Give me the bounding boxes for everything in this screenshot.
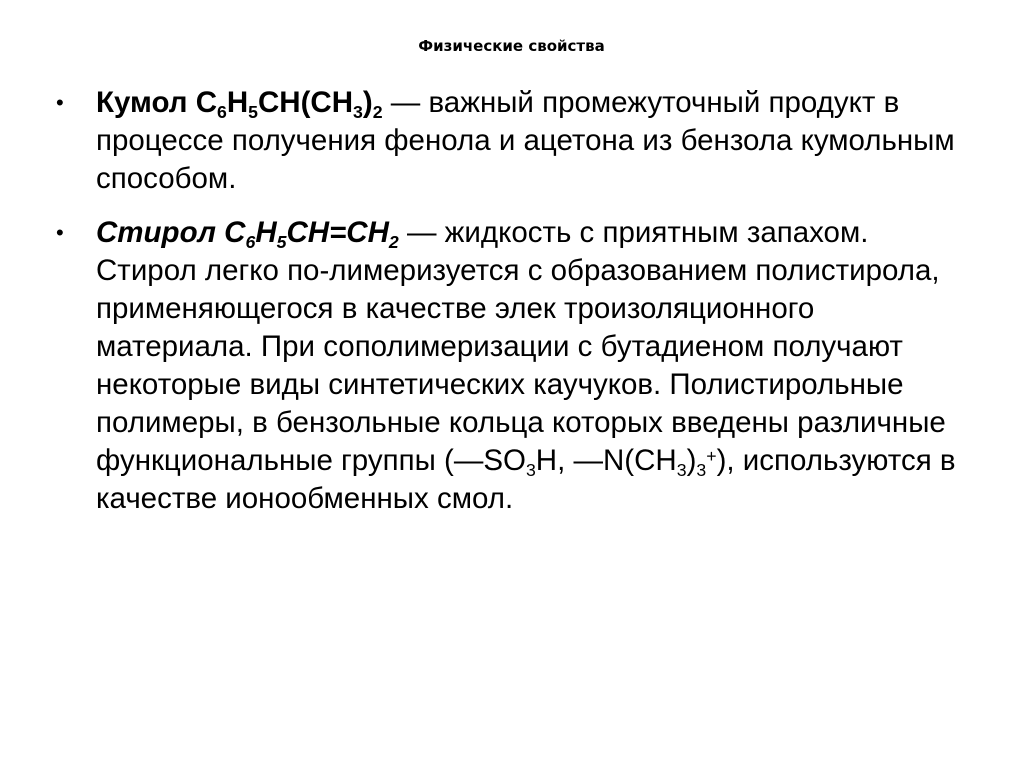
slide-title: Физические свойства: [418, 37, 605, 55]
bullet-item-styrene: [56, 214, 976, 518]
bullet-dot-icon: •: [56, 90, 64, 115]
description: — жидкость с приятным запахом. Стирол легко по-лимеризуется с образованием полистирола, применяющегося в качестве элек троизоляционного материала. При сополимеризации с бутадиеном получают некоторые виды синтетических каучуков. Полистирольные полимеры, в бензольные кольца которых введены различные функциональные группы (: [96, 216, 946, 477]
compound-name: Кумол: [96, 86, 188, 119]
bullet-dot-icon: •: [56, 220, 64, 245]
compound-name: Стирол: [96, 216, 216, 249]
functional-group-ammonium: $—N(CH_3)_3^+$: [573, 444, 717, 480]
description: — важный промежуточный продукт в процессе получения фенола и ацетона из бензола кумольным способом.: [96, 86, 955, 195]
bullet-text: [96, 214, 976, 518]
compound-formula: $C_6H_5CH=CH_2$: [224, 216, 399, 252]
description-tail: ), используются в качестве ионообменных смол.: [96, 444, 956, 515]
bullet-item-cumene: [56, 84, 976, 198]
bullet-text: [96, 84, 976, 198]
bullet-list: [56, 84, 976, 534]
compound-formula: $C_6H_5CH(CH_3)_2$: [195, 86, 383, 122]
functional-group-sulfo: $—SO_3H$,: [453, 444, 566, 480]
